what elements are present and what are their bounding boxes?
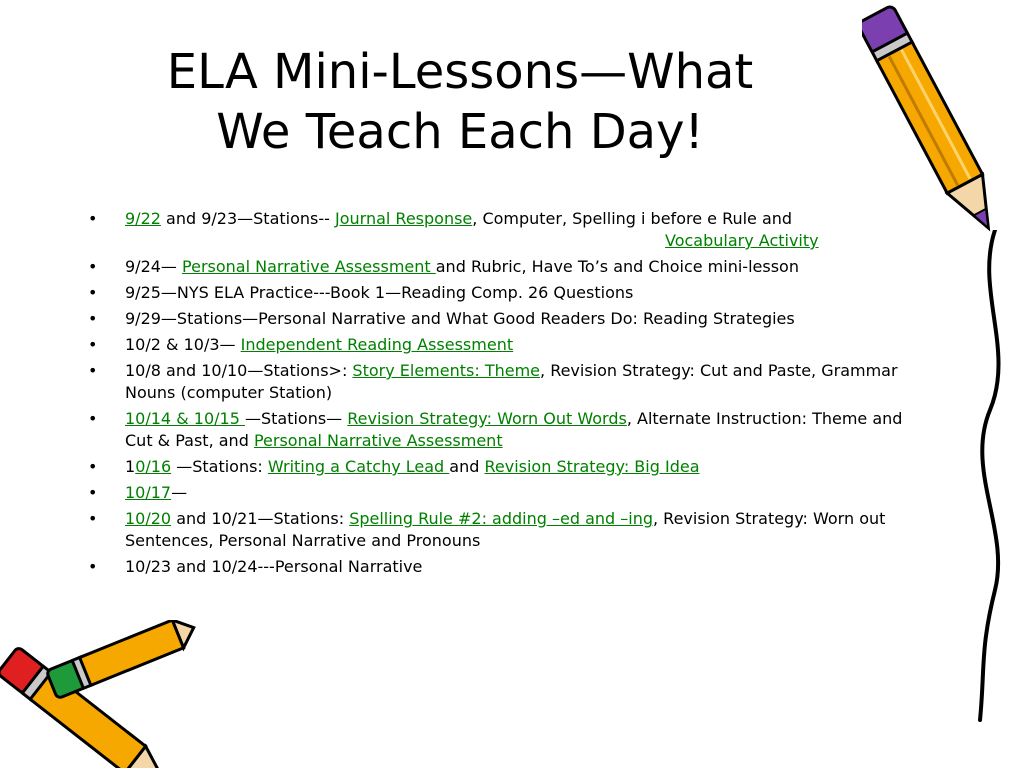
link-independent-reading-assessment[interactable]: Independent Reading Assessment [240, 335, 514, 354]
link-revision-big-idea[interactable]: Revision Strategy: Big Idea [484, 457, 700, 476]
link-vocabulary-activity[interactable]: Vocabulary Activity [665, 231, 819, 250]
link-journal-response[interactable]: Journal Response [335, 209, 473, 228]
link-revision-worn-out-words[interactable]: Revision Strategy: Worn Out Words [347, 409, 627, 428]
scribble-line-icon [955, 230, 1024, 730]
link-story-elements-theme[interactable]: Story Elements: Theme [352, 361, 541, 380]
list-item: • 10/16 —Stations: Writing a Catchy Lead and Revision Strategy: Big Idea [88, 456, 928, 478]
link-10-17[interactable]: 10/17 [125, 483, 172, 502]
list-item: • 10/14 & 10/15 —Stations— Revision Strategy: Worn Out Words, Alternate Instruction: Theme and Cut & Past, and Personal Narrative Assessment [88, 408, 928, 452]
list-item: • 9/29—Stations—Personal Narrative and What Good Readers Do: Reading Strategies [88, 308, 928, 330]
pencils-clipart-icon [0, 620, 210, 768]
list-item: • 10/8 and 10/10—Stations>: Story Elements: Theme, Revision Strategy: Cut and Paste, Grammar Nouns (computer Station) [88, 360, 928, 404]
slide-title [60, 42, 860, 162]
list-item: • 9/25—NYS ELA Practice---Book 1—Reading Comp. 26 Questions [88, 282, 928, 304]
link-writing-catchy-lead[interactable]: Writing a Catchy Lead [267, 457, 450, 476]
list-item: • 10/20 and 10/21—Stations: Spelling Rule #2: adding –ed and –ing, Revision Strategy: Worn out Sentences, Personal Narrative and Pronouns [88, 508, 928, 552]
pencil-clipart-icon [862, 2, 1002, 242]
list-item: • 10/17— [88, 482, 928, 504]
title-line-2: We Teach Each Day! [216, 104, 704, 160]
list-item: • 9/24— Personal Narrative Assessment and Rubric, Have To’s and Choice mini-lesson [88, 256, 928, 278]
list-item: • 10/2 & 10/3— Independent Reading Assessment [88, 334, 928, 356]
lesson-list [88, 208, 928, 582]
list-item: • 10/23 and 10/24---Personal Narrative [88, 556, 928, 578]
link-10-20[interactable]: 10/20 [125, 509, 172, 528]
title-line-1: ELA Mini-Lessons—What [166, 44, 754, 100]
link-personal-narrative-assessment[interactable]: Personal Narrative Assessment [182, 257, 436, 276]
link-10-16[interactable]: 0/16 [135, 457, 172, 476]
link-9-22[interactable]: 9/22 [125, 209, 161, 228]
link-10-14-10-15[interactable]: 10/14 & 10/15 [125, 409, 245, 428]
link-spelling-rule-2[interactable]: Spelling Rule #2: adding –ed and –ing [349, 509, 653, 528]
link-personal-narrative-assessment-2[interactable]: Personal Narrative Assessment [253, 431, 503, 450]
list-item: • 9/22 and 9/23—Stations-- Journal Response, Computer, Spelling i before e Rule and Vocabulary Activity [88, 208, 928, 252]
